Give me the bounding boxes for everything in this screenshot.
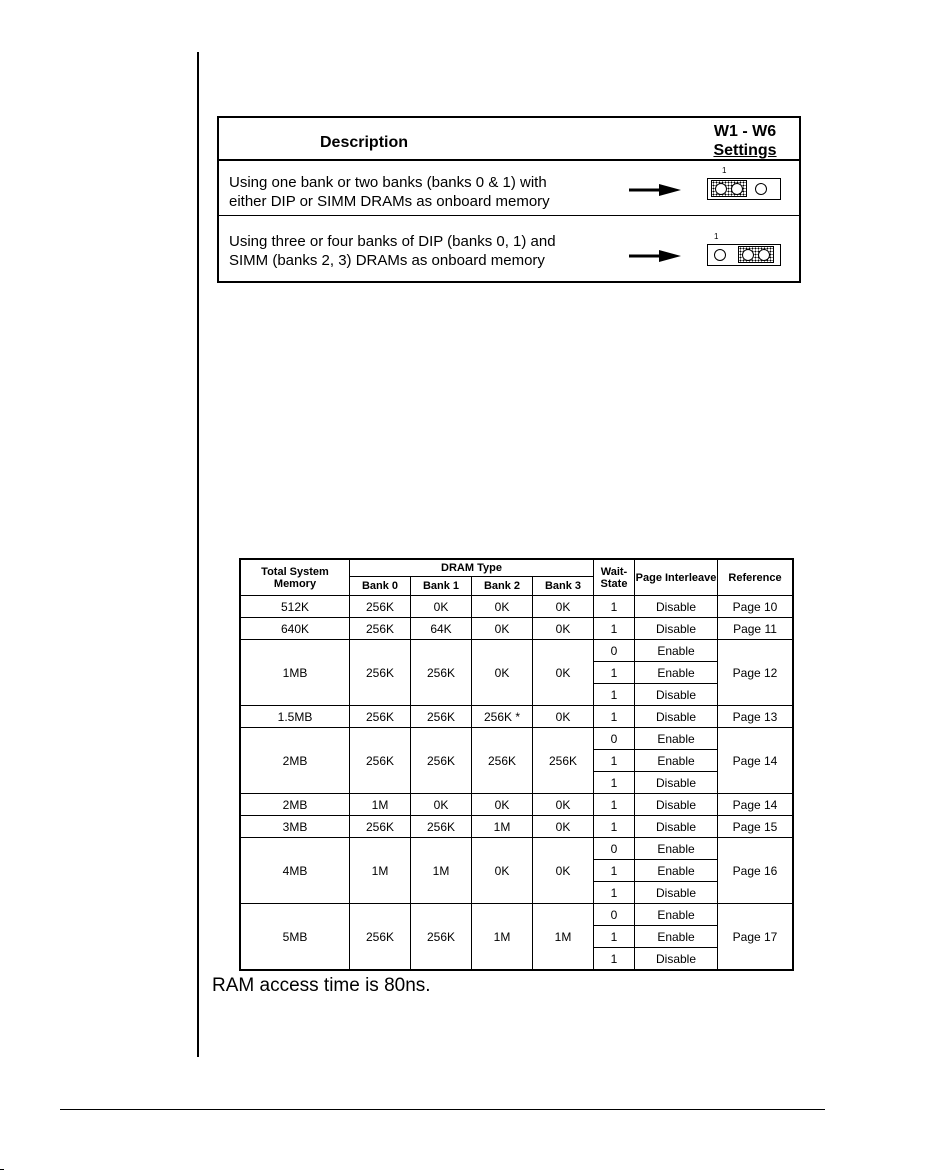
bank2-cell: 256K [472,728,533,794]
jumper-row-two-banks [219,161,799,216]
bank1-cell: 64K [411,618,472,640]
bank2-cell: 1M [472,816,533,838]
description-header: Description [320,134,409,151]
edge-mark [0,1169,4,1170]
arrow-right-icon [629,250,681,262]
wait-state-cell: 1 [594,772,635,794]
bank0-cell: 256K [350,618,411,640]
total-memory-header: Total System Memory [240,559,350,596]
bank3-cell: 0K [533,640,594,706]
bank0-cell: 256K [350,728,411,794]
pin-1-label: 1 [714,232,719,241]
reference-cell: Page 14 [718,794,794,816]
bank3-cell: 0K [533,838,594,904]
wait-state-cell: 1 [594,706,635,728]
page-interleave-cell: Disable [635,596,718,618]
page-interleave-cell: Enable [635,860,718,882]
wait-state-cell: 1 [594,882,635,904]
page-interleave-cell: Disable [635,816,718,838]
bank1-cell: 1M [411,838,472,904]
wait-state-cell: 0 [594,838,635,860]
wait-state-cell: 0 [594,904,635,926]
bank2-cell: 0K [472,838,533,904]
bank0-header: Bank 0 [350,577,411,596]
bank0-cell: 256K [350,596,411,618]
reference-cell: Page 13 [718,706,794,728]
bank1-cell: 256K [411,728,472,794]
jumper-table-header [219,118,799,161]
reference-cell: Page 11 [718,618,794,640]
jumper-row-four-banks [219,216,799,281]
settings-header-line1: W1 - W6 [713,123,777,140]
page-interleave-cell: Enable [635,904,718,926]
arrow-right-icon [629,184,681,196]
wait-state-cell: 1 [594,816,635,838]
page-interleave-cell: Enable [635,838,718,860]
wait-state-cell: 1 [594,596,635,618]
pin-icon [742,249,754,261]
jumper-block-pins-1-2 [707,166,781,200]
jumper-row-description [229,232,556,270]
jumper-block-pins-2-3 [707,232,781,266]
bank0-cell: 1M [350,794,411,816]
reference-cell: Page 17 [718,904,794,971]
pin-icon [758,249,770,261]
total-memory-cell: 2MB [240,728,350,794]
pin-icon [715,183,727,195]
table-row [240,728,793,750]
table-row [240,640,793,662]
total-memory-cell: 2MB [240,794,350,816]
bank2-cell: 0K [472,640,533,706]
page-interleave-cell: Enable [635,750,718,772]
total-memory-cell: 1.5MB [240,706,350,728]
wait-state-cell: 0 [594,728,635,750]
bank0-cell: 256K [350,816,411,838]
wait-state-cell: 1 [594,750,635,772]
wait-state-cell: 1 [594,926,635,948]
page-interleave-cell: Enable [635,926,718,948]
total-memory-cell: 512K [240,596,350,618]
description-line: Using one bank or two banks (banks 0 & 1) with [229,174,547,191]
table-row [240,706,793,728]
bank2-cell: 256K * [472,706,533,728]
page-interleave-cell: Disable [635,684,718,706]
bank3-cell: 1M [533,904,594,971]
total-memory-cell: 5MB [240,904,350,971]
bank2-cell: 0K [472,794,533,816]
bank2-cell: 0K [472,618,533,640]
wait-state-header: Wait-State [594,559,635,596]
pin-icon [714,249,726,261]
memory-configuration-table [239,558,794,971]
wait-state-cell: 1 [594,662,635,684]
bank3-cell: 0K [533,816,594,838]
dram-type-header: DRAM Type [350,559,594,577]
bank3-cell: 256K [533,728,594,794]
table-row [240,838,793,860]
bank0-cell: 256K [350,904,411,971]
total-memory-cell: 3MB [240,816,350,838]
wait-state-cell: 1 [594,948,635,971]
bank0-cell: 1M [350,838,411,904]
bank3-cell: 0K [533,794,594,816]
total-memory-cell: 640K [240,618,350,640]
bank3-header: Bank 3 [533,577,594,596]
wait-state-cell: 1 [594,618,635,640]
bank3-cell: 0K [533,596,594,618]
memory-table-body [240,596,793,971]
page-interleave-cell: Disable [635,618,718,640]
settings-header [700,122,790,160]
page-interleave-cell: Enable [635,662,718,684]
bank1-cell: 256K [411,640,472,706]
settings-header-line2: Settings [713,142,777,159]
wait-state-cell: 1 [594,684,635,706]
reference-cell: Page 16 [718,838,794,904]
page-interleave-cell: Disable [635,948,718,971]
description-line: SIMM (banks 2, 3) DRAMs as onboard memory [229,252,545,269]
page-interleave-cell: Enable [635,640,718,662]
wait-state-cell: 1 [594,860,635,882]
bank1-cell: 0K [411,794,472,816]
description-line: either DIP or SIMM DRAMs as onboard memory [229,193,550,210]
page-interleave-cell: Disable [635,706,718,728]
bank1-cell: 256K [411,706,472,728]
jumper-settings-table [217,116,801,283]
page-interleave-cell: Disable [635,794,718,816]
wait-state-cell: 1 [594,794,635,816]
jumper-row-description [229,173,550,211]
bank1-cell: 0K [411,596,472,618]
page-interleave-cell: Disable [635,772,718,794]
reference-header: Reference [718,559,794,596]
total-memory-cell: 1MB [240,640,350,706]
bank2-cell: 0K [472,596,533,618]
reference-cell: Page 15 [718,816,794,838]
page-interleave-cell: Enable [635,728,718,750]
margin-rule [197,52,199,1057]
footnote: RAM access time is 80ns. [212,975,431,996]
reference-cell: Page 10 [718,596,794,618]
page-interleave-cell: Disable [635,882,718,904]
page-interleave-header: Page Interleave [635,559,718,596]
table-row [240,904,793,926]
bank1-header: Bank 1 [411,577,472,596]
bank0-cell: 256K [350,640,411,706]
total-memory-cell: 4MB [240,838,350,904]
pin-icon [755,183,767,195]
table-row [240,618,793,640]
reference-cell: Page 12 [718,640,794,706]
bank3-cell: 0K [533,706,594,728]
bank1-cell: 256K [411,816,472,838]
wait-state-cell: 0 [594,640,635,662]
footer-rule [60,1109,825,1110]
bank2-cell: 1M [472,904,533,971]
pin-icon [731,183,743,195]
table-row [240,816,793,838]
table-row [240,596,793,618]
pin-1-label: 1 [722,166,727,175]
bank2-header: Bank 2 [472,577,533,596]
bank3-cell: 0K [533,618,594,640]
table-row [240,794,793,816]
bank1-cell: 256K [411,904,472,971]
reference-cell: Page 14 [718,728,794,794]
description-line: Using three or four banks of DIP (banks 0, 1) and [229,233,556,250]
bank0-cell: 256K [350,706,411,728]
